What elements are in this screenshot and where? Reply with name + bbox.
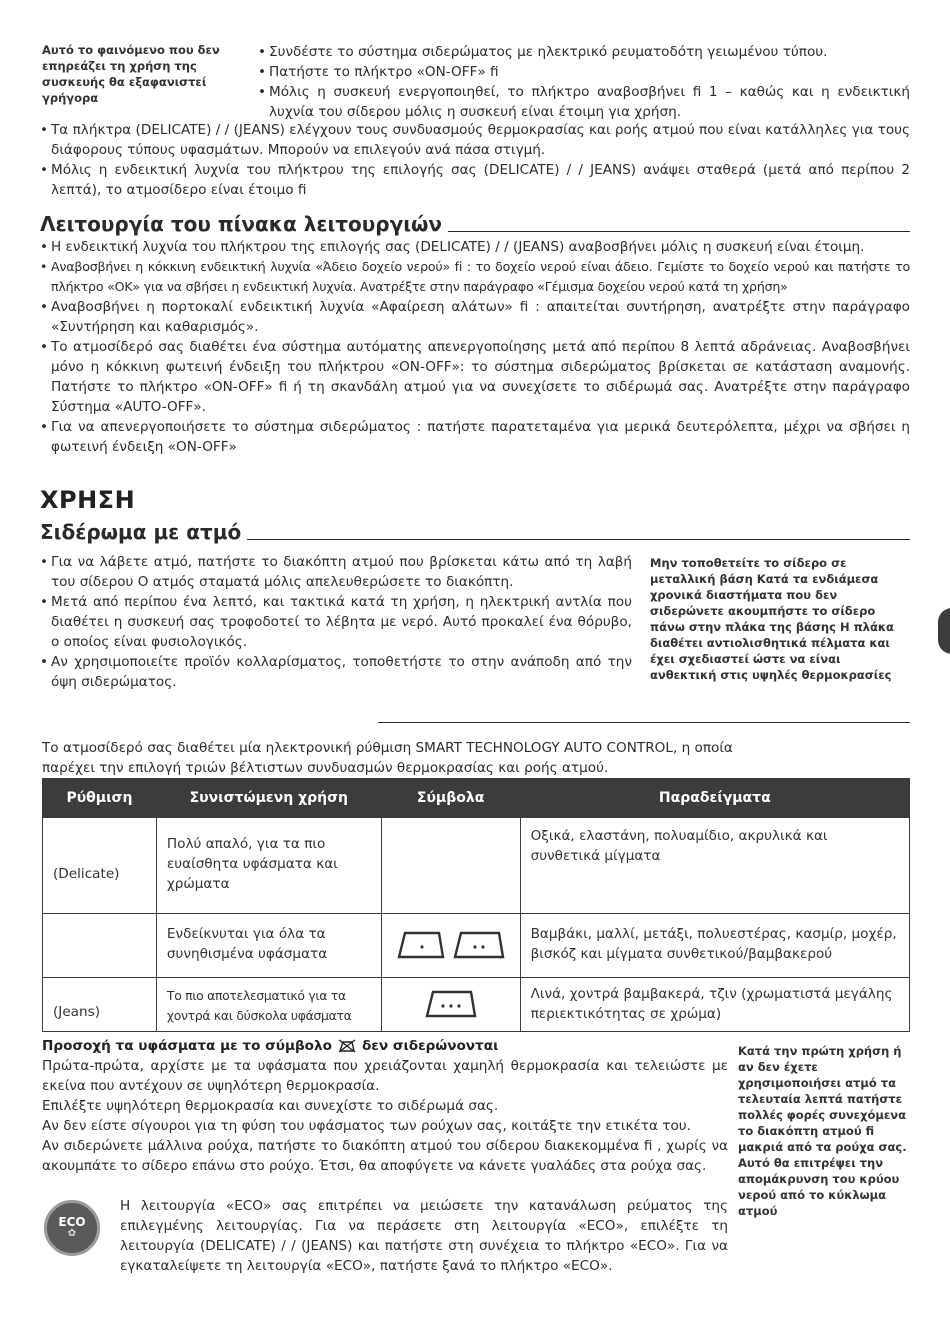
iron-three-dots-icon: [421, 984, 481, 1020]
first-use-side-note: Κατά την πρώτη χρήση ή αν δεν έχετε χρησιμοποιήσει ατμό τα τελευταία λεπτά πατήστε πολλές φορές συνεχόμενα το διακόπτη ατμού fi μακριά από τα ρούχα σας. Αυτό θα επιτρέψει την απομάκρυνση του κρύου νερού από το κύκλωμα ατμού: [738, 1044, 907, 1218]
symbol-cell: [381, 914, 520, 978]
table-row: [43, 914, 910, 978]
panel-section-title-text: Λειτουργία του πίνακα λειτουργιών: [40, 212, 443, 236]
steam-ironing-title: [40, 520, 910, 544]
attention-paragraph: Πρώτα-πρώτα, αρχίστε με τα υφάσματα που χρειάζονται χαμηλή θερμοκρασία και τελειώστε με εκείνα που αντέχουν σε υψηλότερη θερμοκρασία.: [42, 1058, 728, 1094]
column-header: Παραδείγματα: [520, 779, 909, 818]
usage-bullet: • Μετά από περίπου ένα λεπτό, και τακτικά κατά τη χρήση, η ηλεκτρική αντλία που διαθέτει η συσκευή σας τροφοδοτεί το λέβητα με νερό. Αυτό προκαλεί ένα θόρυβο, ο οποίος είναι φυσιολογικός.: [40, 592, 632, 652]
symbol-cell: [381, 818, 520, 914]
attention-text: [42, 1056, 728, 1176]
panel-bullet-list: [40, 237, 910, 457]
intro-bullet: • Συνδέστε το σύστημα σιδερώματος με ηλεκτρικό ρευματοδότη γειωμένου τύπου.: [258, 42, 910, 62]
column-header: Συνιστώμενη χρήση: [156, 779, 381, 818]
iron-two-dots-icon: [455, 933, 503, 957]
selector-bullet: • Μόλις η ενδεικτική λυχνία του πλήκτρου της επιλογής σας (DELICATE) / / JEANS) ανάψει σταθερά (μετά από περίπου 2 λεπτά), το ατμοσίδερο είναι έτοιμο fi: [40, 160, 910, 200]
attention-paragraph: Αν δεν είστε σίγουροι για τη φύση του υφάσματος των ρούχων σας, κοιτάξτε την ετικέτα του.: [42, 1118, 691, 1134]
use-cell: Το πιο αποτελεσματικό για τα χοντρά και δύσκολα υφάσματα: [156, 978, 381, 1032]
attention-title-part: Προσοχή τα υφάσματα με το σύμβολο: [42, 1038, 332, 1054]
setting-cell: [43, 914, 157, 978]
examples-cell: Οξικά, ελαστάνη, πολυαμίδιο, ακρυλικά και συνθετικά μίγματα: [520, 818, 909, 914]
symbol-cell: [381, 978, 520, 1032]
smart-intro: Το ατμοσίδερό σας διαθέτει μία ηλεκτρονική ρύθμιση SMART TECHNOLOGY AUTO CONTROL, η οποία παρέχει την επιλογή τριών βέλτιστων συνδυασμών θερμοκρασίας και ροής ατμού.: [42, 740, 733, 776]
attention-title-part: δεν σιδερώνονται: [361, 1038, 499, 1054]
column-header: Ρύθμιση: [43, 779, 157, 818]
eco-button-icon: [44, 1200, 100, 1256]
usage-bullet: • Αν χρησιμοποιείτε προϊόν κολλαρίσματος, τοποθετήστε το στην ανάποδη από την όψη σιδερώματος.: [40, 652, 632, 692]
eco-badge-label: ECO: [58, 1215, 86, 1229]
panel-bullet: • Για να απενεργοποιήσετε το σύστημα σιδερώματος : πατήστε παρατεταμένα για μερικά δευτερόλεπτα, μέχρι να σβήσει η φωτεινή ένδειξη «ON-OFF»: [40, 417, 910, 457]
attention-paragraph: Επιλέξτε υψηλότερη θερμοκρασία και συνεχίστε το σιδέρωμά σας.: [42, 1098, 499, 1114]
column-header: Σύμβολα: [381, 779, 520, 818]
base-side-note: Μην τοποθετείτε το σίδερο σε μεταλλική βάση Κατά τα ενδιάμεσα χρονικά διαστήματα που δεν σιδερώνετε ακουμπήστε το σίδερο πάνω στην πλάκα της βάσης Η πλάκα διαθέτει αντιολισθητικά πέλματα και έχει σχεδιαστεί ώστε να είναι ανθεκτική στις υψηλές θερμοκρασίες: [650, 556, 894, 682]
panel-section-title: [40, 212, 910, 236]
table-row: [43, 818, 910, 914]
panel-bullet: • Το ατμοσίδερό σας διαθέτει ένα σύστημα αυτόματης απενεργοποίησης μετά από περίπου 8 λεπτά αδράνειας. Αναβοσβήνει μόνο η κόκκινη φωτεινή ένδειξη του πλήκτρου «ON-OFF»: το σύστημα σιδερώματος βρίσκεται σε κατάσταση αναμονής. Πατήστε το πλήκτρο «ON-OFF» fi ή τη σκανδάλη ατμού για να συνεχίσετε το σιδέρωμά σας. Ανατρέξτε στην παράγραφο Σύστημα «AUTO-OFF».: [40, 337, 910, 417]
title-rule: [448, 231, 910, 232]
intro-bullet: • Μόλις η συσκευή ενεργοποιηθεί, το πλήκτρο αναβοσβήνει fi 1 – καθώς και η ενδεικτική λυχνία του σίδερου μόλις η συσκευή είναι έτοιμη για χρήση.: [258, 82, 910, 122]
use-cell: Πολύ απαλό, για τα πιο ευαίσθητα υφάσματα και χρώματα: [156, 818, 381, 914]
table-header-row: [43, 779, 910, 818]
attention-paragraph: Αν σιδερώνετε μάλλινα ρούχα, πατήστε το διακόπτη ατμού του σίδερου διακεκομμένα fi , χωρίς να ακουμπάτε το σίδερο επάνω στο ρούχο. Έτσι, θα αποφύγετε να κάνετε γυαλάδες στα ρούχα σας.: [42, 1138, 728, 1174]
setting-cell: (Jeans): [43, 978, 157, 1032]
usage-bullet: • Για να λάβετε ατμό, πατήστε το διακόπτη ατμού που βρίσκεται κάτω από τη λαβή του σίδερου Ο ατμός σταματά μόλις απελευθερώσετε το διακόπτη.: [40, 552, 632, 592]
chapter-tab-marker: [938, 608, 950, 654]
setting-cell: (Delicate): [43, 818, 157, 914]
top-margin-note: Αυτό το φαινόμενο που δεν επηρεάζει τη χρήση της συσκευής θα εξαφανιστεί γρήγορα: [42, 43, 220, 105]
no-iron-crossed-icon: [338, 1039, 356, 1053]
use-cell: Ενδείκνυται για όλα τα συνηθισμένα υφάσματα: [156, 914, 381, 978]
iron-temperature-icons: [395, 925, 507, 961]
eco-text: Η λειτουργία «ECO» σας επιτρέπει να μειώσετε την κατανάλωση ρεύματος της επιλεγμένης λειτουργίας. Για να περάσετε στη λειτουργία «ECO», επιλέξτε τη λειτουργία (DELICATE) / / (JEANS) και πατήστε στη συνέχεια το πλήκτρο «ECO». Για να εγκαταλείψετε τη λειτουργία «ECO», πατήστε ξανά το πλήκτρο «ECO».: [120, 1198, 728, 1274]
examples-cell: Βαμβάκι, μαλλί, μετάξι, πολυεστέρας, κασμίρ, μοχέρ, βισκόζ και μίγματα συνθετικού/βαμβακερού: [520, 914, 909, 978]
attention-title: [42, 1038, 732, 1054]
intro-bullet-list: [258, 42, 910, 122]
eco-leaf-glyph: ✿: [67, 1228, 77, 1239]
panel-bullet: • Αναβοσβήνει η κόκκινη ενδεικτική λυχνία «Άδειο δοχείο νερού» fi : το δοχείο νερού είναι άδειο. Γεμίστε το δοχείο νερού και πατήστε το πλήκτρο «OK» για να σβήσει η ενδεικτική λυχνία. Ανατρέξτε στην παράγραφο «Γέμισμα δοχείου νερού κατά τη χρήση»: [40, 257, 910, 297]
iron-one-dot-icon: [399, 933, 443, 957]
steam-ironing-title-text: Σιδέρωμα με ατμό: [40, 520, 242, 544]
panel-bullet: • Αναβοσβήνει η πορτοκαλί ενδεικτική λυχνία «Αφαίρεση αλάτων» fi : απαιτείται συντήρηση, ανατρέξτε στην παράγραφο «Συντήρηση και καθαρισμός».: [40, 297, 910, 337]
usage-bullet-list: [40, 552, 632, 692]
panel-bullet: • Η ενδεικτική λυχνία του πλήκτρου της επιλογής σας (DELICATE) / / (JEANS) αναβοσβήνει μόλις η συσκευή είναι έτοιμη.: [40, 237, 910, 257]
intro-bullet: • Πατήστε το πλήκτρο «ON-OFF» fi: [258, 62, 910, 82]
usage-heading: ΧΡΗΣΗ: [40, 486, 136, 514]
title-rule: [247, 539, 910, 540]
table-row: [43, 978, 910, 1032]
smart-section-rule: [378, 722, 910, 723]
settings-table: [42, 778, 910, 1032]
selector-bullet: • Τα πλήκτρα (DELICATE) / / (JEANS) ελέγχουν τους συνδυασμούς θερμοκρασίας και ροής ατμού που είναι κατάλληλες για τους διάφορους τύπους υφασμάτων. Μπορούν να επιλεγούν ανά πάσα στιγμή.: [40, 120, 910, 160]
examples-cell: Λινά, χοντρά βαμβακερά, τζιν (χρωματιστά μεγάλης περιεκτικότητας σε χρώμα): [520, 978, 909, 1032]
selector-bullet-list: [40, 120, 910, 200]
